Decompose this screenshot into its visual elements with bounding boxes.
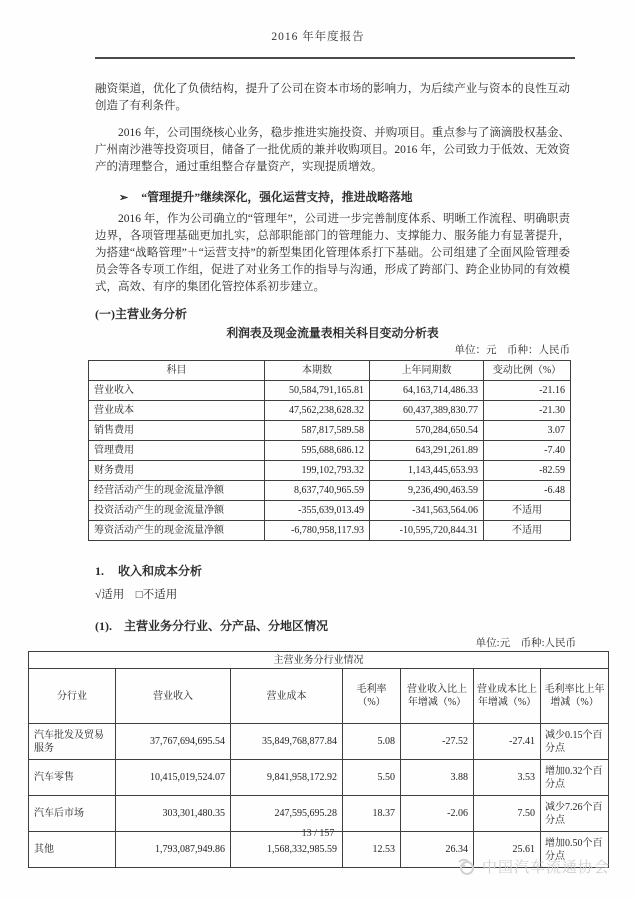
row-label: 管理费用 [89,441,265,461]
table2-unit-note: 单位:元 币种:人民币 [475,638,576,649]
section-title: 收入和成本分析 [118,564,203,578]
margin-value: 5.08 [343,724,401,760]
revenue-value: 37,767,694,695.54 [116,724,231,760]
watermark [456,856,610,877]
change-value: 不适用 [484,521,571,541]
margin-change-note: 减少7.26个百分点 [541,796,609,832]
col-header-current: 本期数 [265,361,370,381]
heading-management-improvement [95,189,570,207]
cost-change-value: 3.53 [474,760,541,796]
cost-value: 1,568,332,985.59 [231,832,343,868]
revenue-value: 10,415,019,524.07 [116,760,231,796]
table-row [89,461,571,481]
industry-label: 汽车批发及贸易服务 [29,724,116,760]
table-row [89,521,571,541]
col-header-change: 变动比例（%） [484,361,571,381]
table-row [89,381,571,401]
revenue-change-value: 26.34 [401,832,474,868]
section-number: 1. [95,564,104,578]
revenue-value: 1,793,087,949.86 [116,832,231,868]
change-value: 3.07 [484,421,571,441]
paragraph-investment: 2016 年，公司围绕核心业务，稳步推进实施投资、并购项目。重点参与了滴滴股权基金、广州南沙港等投资项目，储备了一批优质的兼并收购项目。2016 年，公司致力于低效、无效资产的清理整合，通过重组整合存量资产，实现提质增效。 [95,127,570,173]
section-main-business-analysis: (一)主营业务分析 [95,307,187,321]
prior-value: 570,284,650.54 [370,421,484,441]
revenue-value: 303,301,480.35 [116,796,231,832]
current-value: 50,584,791,165.81 [265,381,370,401]
cost-change-value: 7.50 [474,796,541,832]
prior-value: 64,163,714,486.33 [370,381,484,401]
prior-value: -10,595,720,844.31 [370,521,484,541]
current-value: 199,102,793.32 [265,461,370,481]
change-value: -82.59 [484,461,571,481]
col-header-margin-change: 毛利率比上年增减（%） [541,669,609,724]
table-row [29,796,609,832]
cost-value: 35,849,768,877.84 [231,724,343,760]
table-row [89,501,571,521]
table1-unit-note: 单位：元 币种：人民币 [454,345,570,356]
table1-title: 利润表及现金流量表相关科目变动分析表 [226,326,439,340]
revenue-change-value: -2.06 [401,796,474,832]
row-label: 营业成本 [89,401,265,421]
row-label: 销售费用 [89,421,265,441]
margin-change-note: 减少0.15个百分点 [541,724,609,760]
header-divider [95,57,575,59]
margin-change-note: 增加0.50个百分点 [541,832,609,868]
col-header-cost-change: 营业成本比上年增减（%） [474,669,541,724]
margin-value: 5.50 [343,760,401,796]
paragraph-financing: 融资渠道，优化了负债结构，提升了公司在资本市场的影响力，为后续产业与资本的良性互动创造了有利条件。 [95,83,570,112]
revenue-change-value: -27.52 [401,724,474,760]
table-row [89,441,571,461]
prior-value: 1,143,445,653.93 [370,461,484,481]
profit-cashflow-table-block [88,343,570,541]
change-value: -21.16 [484,381,571,401]
change-value: -21.30 [484,401,571,421]
prior-value: 9,236,490,463.59 [370,481,484,501]
col-header-revenue-change: 营业收入比上年增减（%） [401,669,474,724]
row-label: 营业收入 [89,381,265,401]
table-header-row [89,361,571,381]
table-row [29,760,609,796]
prior-value: -341,563,564.06 [370,501,484,521]
margin-value: 12.53 [343,832,401,868]
current-value: 595,688,686.12 [265,441,370,461]
margin-value: 18.37 [343,796,401,832]
current-value: -355,639,013.49 [265,501,370,521]
cost-change-value: -27.41 [474,724,541,760]
prior-value: 643,291,261.89 [370,441,484,461]
current-value: 587,817,589.58 [265,421,370,441]
current-value: 8,637,740,965.59 [265,481,370,501]
revenue-change-value: 3.88 [401,760,474,796]
table-row [29,724,609,760]
change-value: 不适用 [484,501,571,521]
current-value: -6,780,958,117.93 [265,521,370,541]
section-title: 主营业务分行业、分产品、分地区情况 [124,619,329,633]
table-span-title: 主营业务分行业情况 [29,652,609,669]
col-header-industry: 分行业 [29,669,116,724]
cost-value: 247,595,695.28 [231,796,343,832]
industry-label: 汽车后市场 [29,796,116,832]
section-revenue-cost-analysis [95,563,570,580]
col-header-margin: 毛利率（%） [343,669,401,724]
prior-value: 60,437,389,830.77 [370,401,484,421]
current-value: 47,562,238,628.32 [265,401,370,421]
table-header-row [29,669,609,724]
cost-value: 9,841,958,172.92 [231,760,343,796]
row-label: 财务费用 [89,461,265,481]
change-value: -7.40 [484,441,571,461]
page-header-title: 2016 年年度报告 [271,31,365,43]
col-header-subject: 科目 [89,361,265,381]
row-label: 筹资活动产生的现金流量净额 [89,521,265,541]
table-row [89,481,571,501]
arrow-bullet-icon: ➢ [119,192,129,204]
section-by-industry-product-region [95,618,570,635]
margin-change-note: 增加0.32个百分点 [541,760,609,796]
table-row [89,421,571,441]
page-number: 13 / 157 [301,828,335,839]
row-label: 投资活动产生的现金流量净额 [89,501,265,521]
profit-cashflow-table [88,360,571,541]
watermark-text: 中国汽车流通协会 [481,859,610,876]
col-header-prior: 上年同期数 [370,361,484,381]
industry-label: 汽车零售 [29,760,116,796]
change-value: -6.48 [484,481,571,501]
row-label: 经营活动产生的现金流量净额 [89,481,265,501]
cada-logo-icon [456,858,476,876]
table-span-title-row [29,652,609,669]
section-number: (1). [95,619,112,633]
industry-label: 其他 [29,832,116,868]
col-header-cost: 营业成本 [231,669,343,724]
cost-change-value: 25.61 [474,832,541,868]
heading-management-text: “管理提升”继续深化，强化运营支持，推进战略落地 [141,190,413,204]
applicability-line: √适用 □不适用 [95,589,178,601]
col-header-revenue: 营业收入 [116,669,231,724]
paragraph-management-year: 2016 年，作为公司确立的“管理年”，公司进一步完善制度体系、明晰工作流程、明确职责边界，各项管理基础更加扎实，总部职能部门的管理能力、支撑能力、服务能力有显著提升，为搭建“战略管理”＋“运营支持”的新型集团化管理体系打下基础。公司组建了全面风险管理委员会等各专项工作组，促进了对业务工作的指导与沟通，形成了跨部门、跨企业协同的有效模式，高效、有序的集团化管控体系初步建立。 [95,213,570,293]
table-row [89,401,571,421]
